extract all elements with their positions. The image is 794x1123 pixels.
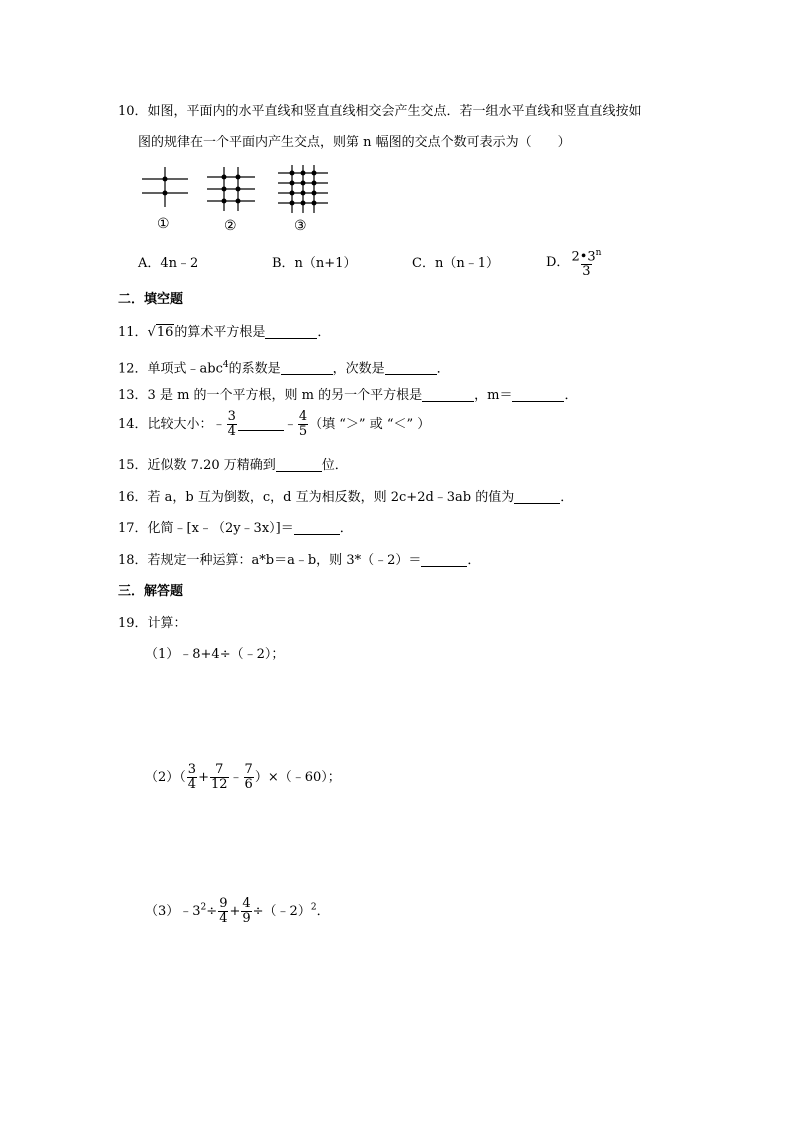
option-d-denominator: 3 <box>582 264 591 280</box>
q13-root-blank[interactable] <box>422 387 474 402</box>
q15-end: 位． <box>321 458 348 473</box>
q14-f1-den: 4 <box>227 424 236 439</box>
q17 <box>118 520 353 538</box>
q11 <box>118 324 330 342</box>
q16-text: 16．若 a，b 互为倒数，c，d 互为相反数，则 2c+2d﹣3ab 的值为 <box>118 490 515 505</box>
q16-blank[interactable] <box>514 489 560 504</box>
option-d-prefix: D． <box>546 255 570 271</box>
option-b: B．n（n+1） <box>272 256 357 271</box>
q14-fraction-1 <box>227 410 237 439</box>
section-title-solutions: 三．解答题 <box>118 584 184 599</box>
q14-minus-1: ﹣ <box>212 417 226 432</box>
option-d <box>546 246 603 279</box>
section-title-fill-in: 二．填空题 <box>118 292 184 307</box>
q19-p3-fraction-1 <box>218 897 228 926</box>
q14-minus-2: ﹣ <box>283 417 297 432</box>
figure-label-1: ① <box>157 216 170 232</box>
q13-m-label: ，m＝ <box>474 388 513 403</box>
q19-p3-fraction-2 <box>241 897 251 926</box>
q19-p2-fraction-3 <box>244 763 254 792</box>
q14-fraction-2 <box>298 410 308 439</box>
q19-p3-f1-den: 4 <box>219 911 228 926</box>
q19-p2-suffix: ）×（﹣60）； <box>254 770 341 785</box>
q19-p3-end: ． <box>316 904 330 919</box>
q19-p3-exponent: 2 <box>200 902 207 913</box>
q19-p2-fraction-2 <box>210 763 229 792</box>
figure-label-2: ② <box>224 218 237 234</box>
q11-answer-blank[interactable] <box>265 324 317 339</box>
q15-blank[interactable] <box>276 457 322 472</box>
q12-end: ． <box>436 361 450 377</box>
q16 <box>118 489 573 507</box>
q12-coefficient-blank[interactable] <box>281 360 333 375</box>
q18 <box>118 552 480 570</box>
q19-part2 <box>145 763 341 792</box>
option-c: C．n（n﹣1） <box>412 256 499 271</box>
q14-text: 14．比较大小： <box>118 417 213 432</box>
grid-figure-3 <box>276 163 330 215</box>
q19-p2-f3-num: 7 <box>244 762 253 777</box>
q10-line2: 图的规律在一个平面内产生交点，则第 n 幅图的交点个数可表示为（ ） <box>138 135 571 150</box>
q14-f2-num: 4 <box>298 409 308 424</box>
q19-p2-plus: + <box>198 770 209 785</box>
grid-figure-1 <box>140 165 190 210</box>
q12-degree-label: ，次数是 <box>332 361 385 377</box>
q19-title: 19．计算： <box>118 616 187 631</box>
q15 <box>118 457 348 475</box>
q12-degree-blank[interactable] <box>385 360 437 375</box>
q19-p3-f2-num: 4 <box>242 896 251 911</box>
q19-p3-exponent-2: 2 <box>310 902 317 913</box>
q19-p3-prefix: （3）﹣3 <box>145 904 201 919</box>
option-d-numerator: 2•3 <box>571 249 596 265</box>
q18-text: 18．若规定一种运算：a*b＝a﹣b，则 3*（﹣2）＝ <box>118 553 422 568</box>
q11-radicand: 16 <box>156 325 174 340</box>
q19-p2-f2-den: 12 <box>210 777 228 792</box>
q17-blank[interactable] <box>294 520 340 535</box>
option-d-fraction <box>570 246 602 279</box>
q18-end: ． <box>467 553 481 568</box>
q19-p2-f1-num: 3 <box>187 762 197 777</box>
q19-p2-minus: ﹣ <box>229 770 243 785</box>
q13-text: 13．3 是 m 的一个平方根，则 m 的另一个平方根是 <box>118 388 423 403</box>
q13-m-blank[interactable] <box>512 387 564 402</box>
q14 <box>118 410 430 439</box>
q14-f1-num: 3 <box>227 409 236 424</box>
option-a: A．4n﹣2 <box>138 256 199 271</box>
figure-label-3: ③ <box>294 218 307 234</box>
q15-text: 15．近似数 7.20 万精确到 <box>118 458 276 473</box>
q14-compare-blank[interactable] <box>238 416 284 431</box>
q19-p3-divide: ÷ <box>206 904 218 919</box>
q12-text: 12．单项式﹣abc <box>118 361 223 377</box>
q19-part3 <box>145 897 330 926</box>
q17-text: 17．化简﹣[x﹣（2y﹣3x）]＝ <box>118 521 294 536</box>
sqrt-symbol: √ <box>147 325 156 340</box>
q10-line1: 10．如图，平面内的水平直线和竖直直线相交会产生交点．若一组水平直线和竖直直线按如 <box>118 104 642 119</box>
q11-number: 11． <box>118 325 148 340</box>
q13-end: ． <box>564 388 578 403</box>
q14-hint: （填 “＞” 或 “＜” ） <box>309 417 431 432</box>
grid-figure-2 <box>205 165 257 213</box>
q13 <box>118 387 577 405</box>
q16-end: ． <box>560 490 574 505</box>
q19-p3-f2-den: 9 <box>242 911 251 926</box>
q19-p2-prefix: （2）（ <box>145 770 186 785</box>
q19-p2-f3-den: 6 <box>244 777 253 792</box>
q14-f2-den: 5 <box>298 424 308 439</box>
q11-text: 的算术平方根是 <box>174 325 266 340</box>
q19-p2-f2-num: 7 <box>215 762 224 777</box>
q12-exponent: 4 <box>222 360 229 370</box>
q19-part1: （1）﹣8+4÷（﹣2）； <box>145 647 285 662</box>
q19-p3-plus: + <box>229 904 241 919</box>
q19-p2-fraction-1 <box>187 763 197 792</box>
q19-p3-suffix: ÷（﹣2） <box>252 904 311 919</box>
q19-p2-f1-den: 4 <box>187 777 197 792</box>
q11-end: ． <box>317 325 331 340</box>
q12 <box>118 356 450 378</box>
q12-coefficient-label: 的系数是 <box>228 361 281 377</box>
q18-blank[interactable] <box>421 552 467 567</box>
q19-p3-f1-num: 9 <box>219 896 228 911</box>
option-d-exponent: n <box>595 248 602 258</box>
q17-end: ． <box>339 521 353 536</box>
